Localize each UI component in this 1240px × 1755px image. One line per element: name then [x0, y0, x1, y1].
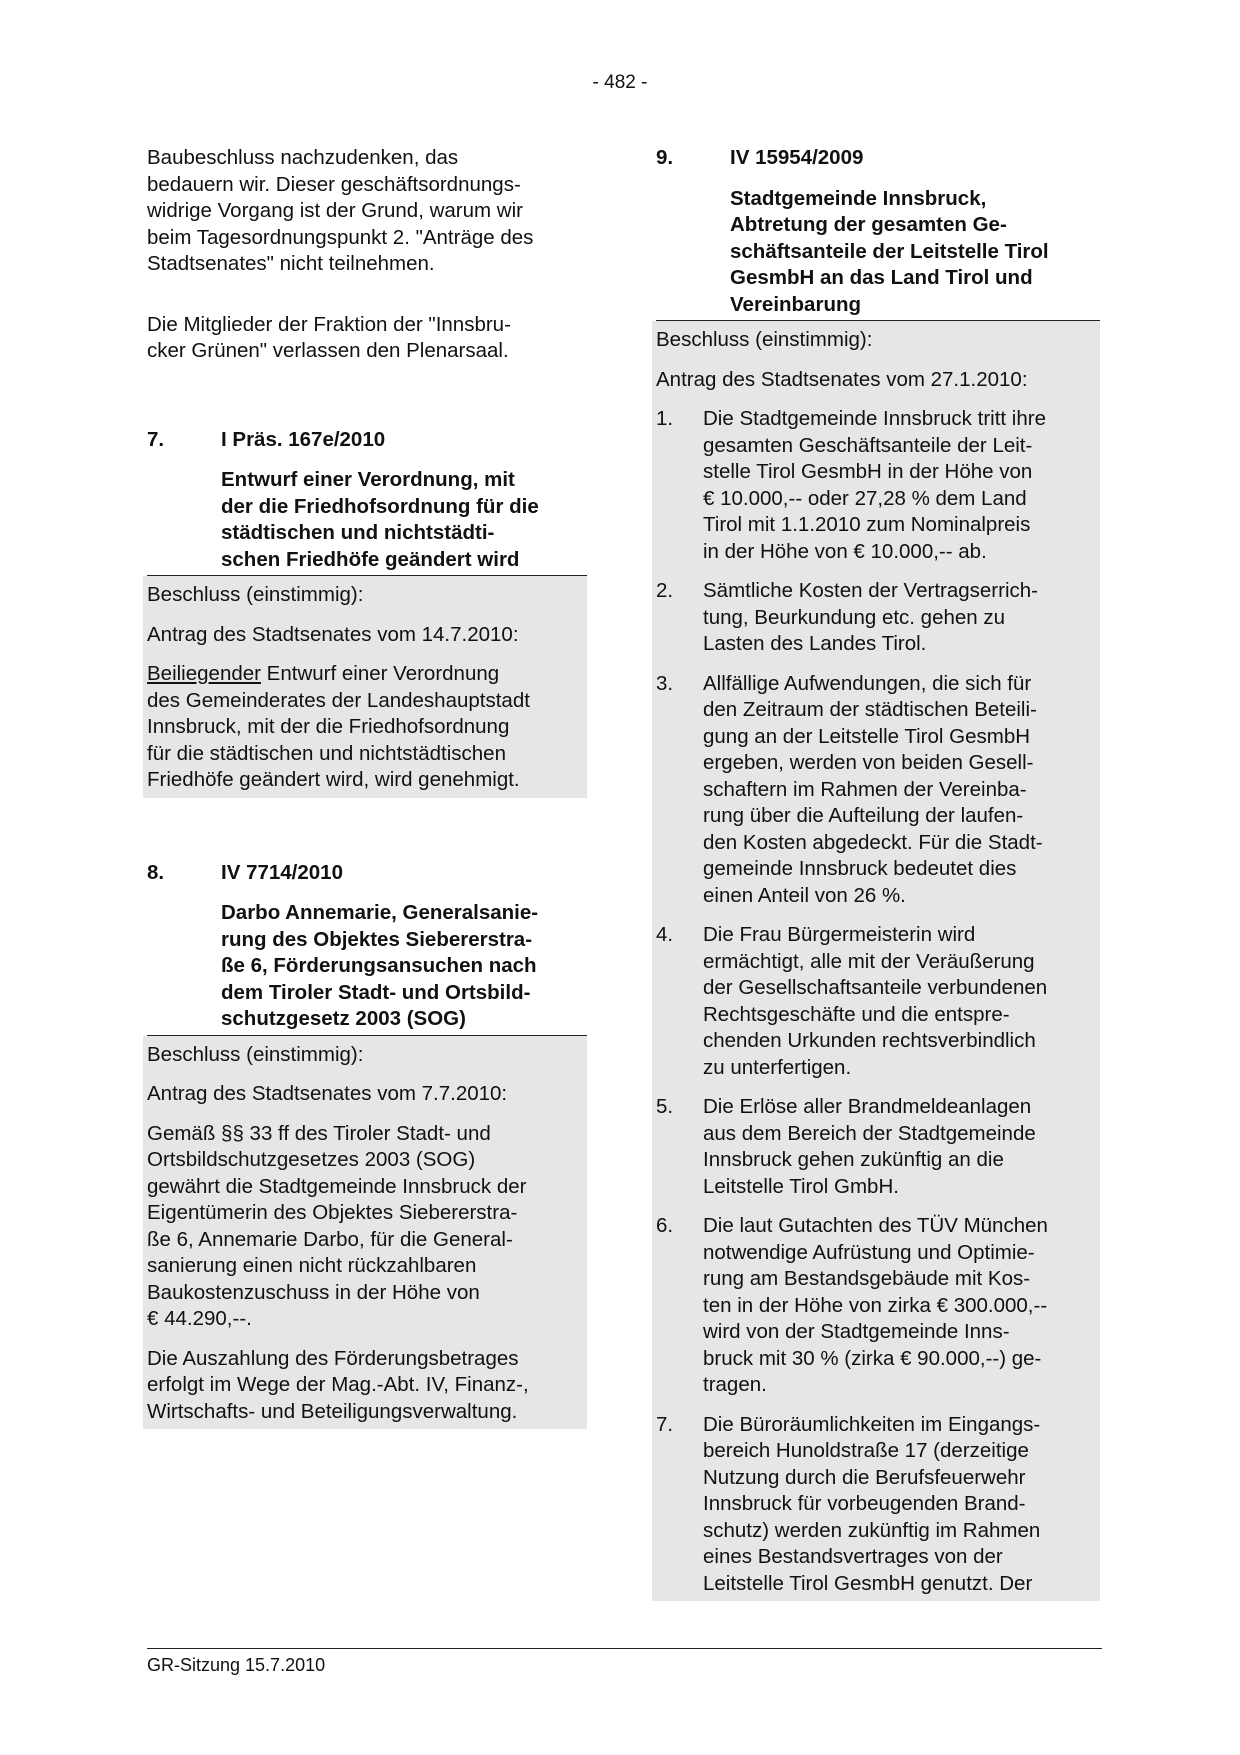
- leave-line: Die Mitglieder der Fraktion der "Innsbru-: [147, 312, 511, 336]
- resolution-points: [656, 406, 1096, 1597]
- body-line: Innsbruck, mit der die Friedhofsordnung: [147, 715, 510, 738]
- title-line: Darbo Annemarie, Generalsanie-: [221, 901, 539, 924]
- point-line: ergeben, werden von beiden Gesell-: [703, 751, 1034, 774]
- item-heading: [147, 427, 587, 454]
- point-line: Die laut Gutachten des TÜV München: [703, 1214, 1048, 1237]
- title-line: dem Tiroler Stadt- und Ortsbild-: [221, 980, 531, 1004]
- list-item: [656, 922, 1096, 1081]
- resolution-box: [143, 1036, 587, 1430]
- item-code: I Präs. 167e/2010: [221, 427, 386, 451]
- body-line: Gemäß §§ 33 ff des Tiroler Stadt- und: [147, 1121, 491, 1145]
- motion-label: Antrag des Stadtsenates vom 14.7.2010:: [147, 622, 519, 646]
- point-line: € 10.000,-- oder 27,28 % dem Land: [703, 486, 1027, 510]
- point-number: 6.: [656, 1214, 674, 1237]
- item-number: 8.: [147, 860, 165, 884]
- title-line: Entwurf einer Verordnung, mit: [221, 468, 515, 491]
- point-number: 5.: [656, 1095, 674, 1118]
- item-code: IV 7714/2010: [221, 860, 343, 884]
- body-line: sanierung einen nicht rückzahlbaren: [147, 1254, 477, 1277]
- body-line: für die städtischen und nichtstädtischen: [147, 741, 506, 765]
- point-line: Innsbruck für vorbeugenden Brand-: [703, 1492, 1026, 1515]
- resolution-box: [143, 576, 587, 798]
- item-heading: [147, 860, 587, 887]
- title-line: städtischen und nichtstädti-: [221, 521, 495, 544]
- point-line: ten in der Höhe von zirka € 300.000,--: [703, 1293, 1048, 1317]
- title-line: schen Friedhöfe geändert wird: [221, 547, 520, 571]
- intro-line: beim Tagesordnungspunkt 2. "Anträge des: [147, 225, 534, 249]
- body-line: des Gemeinderates der Landeshauptstadt: [147, 688, 530, 712]
- resolution-label: Beschluss (einstimmig):: [656, 328, 873, 351]
- point-line: ermächtigt, alle mit der Veräußerung: [703, 949, 1035, 973]
- title-line: GesmbH an das Land Tirol und: [730, 266, 1033, 289]
- payment-text: [147, 1346, 583, 1426]
- point-line: Sämtliche Kosten der Vertragserrich-: [703, 579, 1038, 602]
- point-line: zu unterfertigen.: [703, 1055, 852, 1079]
- point-line: schutz) werden zukünftig im Rahmen: [703, 1518, 1041, 1542]
- body-line: Entwurf einer Verordnung: [260, 662, 500, 685]
- item-title: [730, 186, 1100, 321]
- resolution-box: [652, 321, 1100, 1601]
- resolution-label: Beschluss (einstimmig):: [147, 1042, 364, 1066]
- point-line: Die Erlöse aller Brandmeldeanlagen: [703, 1095, 1032, 1118]
- point-text: [703, 1213, 1096, 1399]
- agenda-item-9: [656, 145, 1100, 1601]
- point-text: [703, 578, 1096, 658]
- point-number: 3.: [656, 671, 674, 695]
- point-line: Leitstelle Tirol GmbH.: [703, 1174, 899, 1198]
- point-text: [703, 922, 1096, 1081]
- item-title: [221, 900, 587, 1035]
- body-line: ße 6, Annemarie Darbo, für die General-: [147, 1227, 513, 1251]
- leave-line: cker Grünen" verlassen den Plenarsaal.: [147, 339, 509, 362]
- intro-line: widrige Vorgang ist der Grund, warum wir: [147, 199, 523, 222]
- motion-label: Antrag des Stadtsenates vom 7.7.2010:: [147, 1082, 508, 1105]
- footer-session-label: GR-Sitzung 15.7.2010: [147, 1655, 326, 1675]
- point-line: Tirol mit 1.1.2010 zum Nominalpreis: [703, 513, 1031, 536]
- body-line: Ortsbildschutzgesetzes 2003 (SOG): [147, 1148, 476, 1171]
- list-item: [656, 1213, 1096, 1399]
- point-line: Die Büroräumlichkeiten im Eingangs-: [703, 1412, 1041, 1436]
- resolution-text: [147, 1121, 583, 1333]
- point-text: [703, 671, 1096, 910]
- body-line: gewährt die Stadtgemeinde Innsbruck der: [147, 1174, 527, 1198]
- point-text: [703, 1412, 1096, 1598]
- point-line: rung am Bestandsgebäude mit Kos-: [703, 1267, 1031, 1290]
- intro-line: bedauern wir. Dieser geschäftsordnungs-: [147, 172, 521, 196]
- item-code: IV 15954/2009: [730, 146, 864, 169]
- underlined-word: Beiliegender: [147, 662, 261, 685]
- list-item: [656, 671, 1096, 910]
- body-line: € 44.290,--.: [147, 1307, 252, 1330]
- point-text: [703, 1094, 1096, 1200]
- point-line: gemeinde Innsbruck bedeutet dies: [703, 857, 1017, 880]
- body-line: erfolgt im Wege der Mag.-Abt. IV, Finanz-,: [147, 1373, 529, 1396]
- point-line: Nutzung durch die Berufsfeuerwehr: [703, 1465, 1026, 1489]
- intro-line: Baubeschluss nachzudenken, das: [147, 146, 459, 169]
- point-line: der Gesellschaftsanteile verbundenen: [703, 976, 1048, 999]
- point-line: Innsbruck gehen zukünftig an die: [703, 1148, 1004, 1171]
- point-line: tragen.: [703, 1373, 767, 1396]
- point-line: stelle Tirol GesmbH in der Höhe von: [703, 460, 1033, 483]
- agenda-item-7: [147, 427, 587, 798]
- point-text: [703, 406, 1096, 565]
- point-line: Leitstelle Tirol GesmbH genutzt. Der: [703, 1571, 1033, 1595]
- list-item: [656, 406, 1096, 565]
- point-line: Rechtsgeschäfte und die entspre-: [703, 1002, 1010, 1026]
- title-line: ße 6, Förderungsansuchen nach: [221, 954, 537, 977]
- intro-paragraph: [147, 145, 587, 278]
- right-column: [656, 145, 1100, 1601]
- point-line: den Zeitraum der städtischen Beteili-: [703, 698, 1037, 721]
- point-line: in der Höhe von € 10.000,-- ab.: [703, 539, 987, 563]
- list-item: [656, 1094, 1096, 1200]
- list-item: [656, 1412, 1096, 1598]
- point-number: 1.: [656, 407, 674, 430]
- leave-paragraph: [147, 312, 587, 365]
- agenda-item-8: [147, 860, 587, 1430]
- point-number: 7.: [656, 1412, 674, 1436]
- body-line: Friedhöfe geändert wird, wird genehmigt.: [147, 768, 520, 791]
- body-line: Die Auszahlung des Förderungsbetrages: [147, 1346, 519, 1370]
- item-heading: [656, 145, 1100, 172]
- title-line: Vereinbarung: [730, 292, 862, 316]
- point-number: 2.: [656, 579, 674, 602]
- point-line: einen Anteil von 26 %.: [703, 883, 906, 907]
- page-number: - 482 -: [592, 72, 648, 93]
- resolution-label: Beschluss (einstimmig):: [147, 583, 364, 606]
- item-number: 9.: [656, 146, 674, 169]
- title-line: schutzgesetz 2003 (SOG): [221, 1007, 466, 1030]
- point-line: tung, Beurkundung etc. gehen zu: [703, 605, 1006, 629]
- point-line: Die Frau Bürgermeisterin wird: [703, 923, 976, 946]
- resolution-text: [147, 661, 583, 794]
- title-line: Stadtgemeinde Innsbruck,: [730, 186, 987, 210]
- point-line: rung über die Aufteilung der laufen-: [703, 804, 1024, 827]
- title-line: schäftsanteile der Leitstelle Tirol: [730, 239, 1049, 263]
- point-line: Die Stadtgemeinde Innsbruck tritt ihre: [703, 407, 1046, 430]
- point-line: wird von der Stadtgemeinde Inns-: [703, 1320, 1010, 1343]
- body-line: Baukostenzuschuss in der Höhe von: [147, 1280, 480, 1304]
- point-line: bruck mit 30 % (zirka € 90.000,--) ge-: [703, 1346, 1042, 1370]
- point-line: aus dem Bereich der Stadtgemeinde: [703, 1121, 1036, 1145]
- point-line: Lasten des Landes Tirol.: [703, 632, 927, 655]
- body-line: Eigentümerin des Objektes Siebererstra-: [147, 1201, 518, 1224]
- title-line: rung des Objektes Siebererstra-: [221, 927, 533, 951]
- body-line: Wirtschafts- und Beteiligungsverwaltung.: [147, 1399, 518, 1423]
- motion-label: Antrag des Stadtsenates vom 27.1.2010:: [656, 367, 1028, 391]
- point-number: 4.: [656, 923, 674, 946]
- point-line: den Kosten abgedeckt. Für die Stadt-: [703, 830, 1043, 854]
- point-line: gesamten Geschäftsanteile der Leit-: [703, 433, 1033, 457]
- left-column: [147, 145, 587, 1429]
- footer-rule: [147, 1648, 1102, 1649]
- point-line: chenden Urkunden rechtsverbindlich: [703, 1029, 1036, 1052]
- list-item: [656, 578, 1096, 658]
- point-line: gung an der Leitstelle Tirol GesmbH: [703, 724, 1031, 748]
- point-line: eines Bestandsvertrages von der: [703, 1545, 1003, 1568]
- point-line: schaftern im Rahmen der Vereinba-: [703, 777, 1027, 801]
- point-line: notwendige Aufrüstung und Optimie-: [703, 1240, 1035, 1264]
- point-line: bereich Hunoldstraße 17 (derzeitige: [703, 1439, 1029, 1462]
- title-line: der die Friedhofsordnung für die: [221, 494, 539, 518]
- item-number: 7.: [147, 427, 165, 451]
- point-line: Allfällige Aufwendungen, die sich für: [703, 671, 1032, 695]
- intro-line: Stadtsenates" nicht teilnehmen.: [147, 252, 435, 275]
- title-line: Abtretung der gesamten Ge-: [730, 213, 1007, 236]
- item-title: [221, 467, 587, 575]
